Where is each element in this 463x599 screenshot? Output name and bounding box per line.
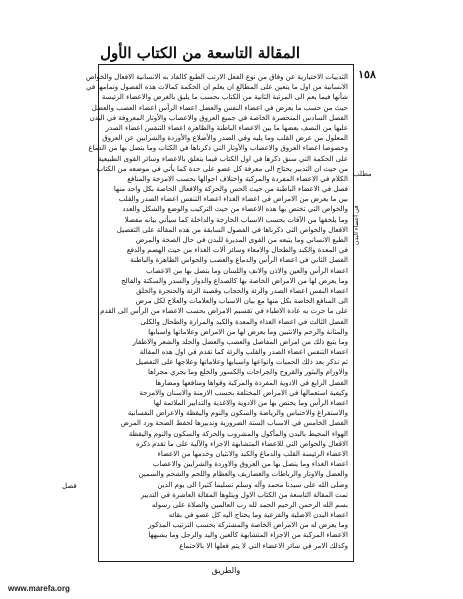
text-block — [85, 72, 348, 556]
text-line: والاستفراغ والاحتباس والرياضة والسكون والنوم واليقظة والاعراض النفسانية — [127, 409, 348, 418]
text-line: الفصل الثاني في اعضاء الرأس والدماغ والعصب والحواس الظاهرة والباطنة — [130, 256, 348, 265]
text-line: حيث من حسب ما يعرض في اعضاء النفس والعضل اعضاء الرأس اعضاء العصب والعضل — [91, 103, 348, 112]
text-line: في المعدة والكبد والطحال والامعاء وسائر آلات الغذاء من حيث الهضم والدفع — [126, 246, 348, 255]
text-line: وما يعرض له من الامراض الخاصة والمشتركة بحسب الترتيب المذكور — [148, 521, 348, 530]
text-line: ثم نذكر بعد ذلك الحميات وانواعها واسبابها وعلاماتها وعلاجها على التفصيل — [135, 358, 348, 367]
margin-note-right-vertical: في أعضاء البدن — [353, 205, 360, 245]
text-line: المعلول من عرض القلب وما يليه وفي الصدر والأضلاع والأوردة والشرايين عن العروق — [102, 134, 348, 143]
text-line: شأنها فيما يعم الى المرتبة الثانية من الكتاب بحسب ما يليق بالغرض والاعضاء الرئيسة — [101, 93, 348, 102]
watermark: www.marefa.org — [8, 584, 70, 593]
text-line: وخصوصا اعضاء العروق والاعصاب والأوتار التي ذكرناها في الكتاب وما يتصل بها من الدماغ — [88, 144, 348, 153]
text-line: على الحكمة التي سبق ذكرها في اول الكتاب فيما يتعلق بالاعضاء وسائر القوى الطبيعية — [97, 154, 348, 163]
text-line: الفصل الثالث في اعضاء الغذاء والمعدة والكبد والمرارة والطحال والكلى — [140, 317, 348, 326]
text-line: الانسانية من اول ما يتعين على المطالع ان يعلم ان الحكمة كمالات هذه الفصول وتمامها في — [86, 83, 348, 92]
text-line: فصل في الاعضاء الباطنة من حيث الحس والحركة والافعال الخاصة بكل واحد منها — [113, 185, 348, 194]
text-line: على ما جرت به عادة الاطباء في تقسيم الامراض بحسب الاعضاء من الرأس الى القدم — [100, 307, 348, 316]
text-line: الافعال والخواص التي للاعضاء المتشابهة الاجزاء والآلية على ما تقدم ذكره — [135, 439, 348, 448]
text-line: وما يلحقها من الآفات بحسب الاسباب الخارجة والداخلة كما سيأتي بيانه مفصلا — [124, 215, 348, 224]
text-line: اعضاء الرأس وما يختص بها من الادوية والاغذية والتدابير الملائمة لها — [153, 399, 348, 407]
text-line: الثدييات الاختيارية عن وفاق من نوع الفعل الارتب الطبع كالفاد به الانسانية الافعال والخواص — [85, 73, 348, 81]
text-line: الهواء المحيط بالبدن والمأكول والمشروب والحركة والسكون والنوم واليقظة — [128, 429, 348, 438]
text-line: اعضاء البدن الاصلية والفرعية وما يحتاج اليه كل عضو في بقائه — [168, 511, 348, 520]
text-line: الاعضاء الرئيسة القلب والدماغ والكبد والانثيان وخدمها من الاعضاء — [157, 449, 348, 458]
text-line: وما يتبع ذلك من امراض المفاصل والعصب والعضل والجلد والشعر والاظفار — [132, 337, 348, 346]
page-number: ١٥٨ — [358, 68, 376, 81]
text-line: وصلى الله على سيدنا محمد وآله وسلم تسليما كثيرا الى يوم الدين — [157, 480, 348, 489]
margin-note-right-top: مطلب — [353, 170, 372, 178]
text-line: عليها من النصف بعضها ما بين الاعضاء الباطنة والظاهرة اعضاء التنفس اعضاء الصدر — [105, 123, 348, 132]
text-line: من حيث ان التدبير يحتاج الى معرفة كل عضو على حدة كما يأتي في موضعه من الكتاب — [96, 164, 348, 173]
text-line: بسم الله الرحمن الرحيم الحمد لله رب العالمين والصلاة على رسوله — [151, 500, 348, 509]
text-line: وما يعرض لها من الامراض الخاصة بها كالصداع والدوار والسدر والسكتة والفالج — [121, 276, 348, 285]
text-line: بين ما يعرض من الامراض في اعضاء الغذاء اعضاء التنفس اعضاء الصدر والقلب — [118, 195, 348, 204]
text-line: اعضاء النفس اعضاء الصدر والرئة والحجاب وقصبة الرئة والحنجرة والحلق — [136, 286, 348, 295]
text-line: والعضل والاوتار والرباطات والغضاريف والعظام واللحم والشحم والسمين — [138, 470, 348, 479]
text-line: الاعضاء المركبة من الاجزاء المتشابهة كالعين واليد والرجل وما يشبهها — [148, 531, 348, 540]
text-line: اعضاء الرأس والعين والاذن والانف واللسان وما يتصل بها من الاعصاب — [146, 266, 348, 275]
text-line: الى المنافع الخاصة بكل منها مع بيان الاسباب والعلامات والعلاج لكل مرض — [135, 297, 348, 306]
text-line: اعضاء التنفس اعضاء الصدر والقلب والرئة كما تقدم في اول هذه المقالة — [139, 348, 348, 357]
catchword: والطريق — [211, 566, 241, 575]
text-line: والمثانة والرحم والانثيين وما يعرض لها من الامراض وعلاماتها واسبابها — [148, 327, 348, 336]
text-line: وكيفية استعمالها في الامراض المختلفة بحسب الازمنة والاسنان والامزجة — [139, 388, 348, 397]
margin-note-left-bottom: فصل — [62, 482, 77, 490]
text-line: اعضاء الغذاء وما يتصل بها من العروق والاوردة والشرايين والاعصاب — [152, 460, 348, 469]
text-line: والاورام والبثور والقروح والجراحات والكسور والخلع وما يجري مجراها — [148, 368, 348, 377]
text-line: الفصل الخامس في الاسباب الستة الضرورية وتدبيرها لحفظ الصحة ورد المرض — [120, 419, 348, 428]
text-line: الكلام في الاعضاء المفردة والمركبة واختلاف احوالها بحسب الامزجة والمنافع — [127, 174, 348, 183]
header-title: المقالة التاسعة من الكتاب الأول — [100, 44, 300, 62]
text-line: الطبع الانساني وما يتبعه من القوى المدبرة للبدن في حال الصحة والمرض — [135, 236, 348, 244]
text-line: والخواص التي تختص بها هذه الاعضاء من حيث التركيب والوضع والشكل والعدد — [122, 205, 348, 214]
text-line: الفصل السادس المنحصرة الخاصة في جميع العروق والاعصاب والأوتار المعروفة في البدن — [89, 113, 348, 122]
text-line: وكذلك الامر في سائر الاعضاء التي لا يتم فعلها الا بالاجتماع — [179, 541, 348, 550]
text-line: الفصل الرابع في الادوية المفردة والمركبة وقواها ومنافعها ومضارها — [155, 378, 348, 387]
text-line: الافعال والخواص التي ذكرناها في الفصول السابقة من هذه المقالة على التفصيل — [116, 225, 348, 234]
text-line: تمت المقالة التاسعة من الكتاب الاول ويتلوها المقالة العاشرة في التدبير — [140, 490, 348, 499]
